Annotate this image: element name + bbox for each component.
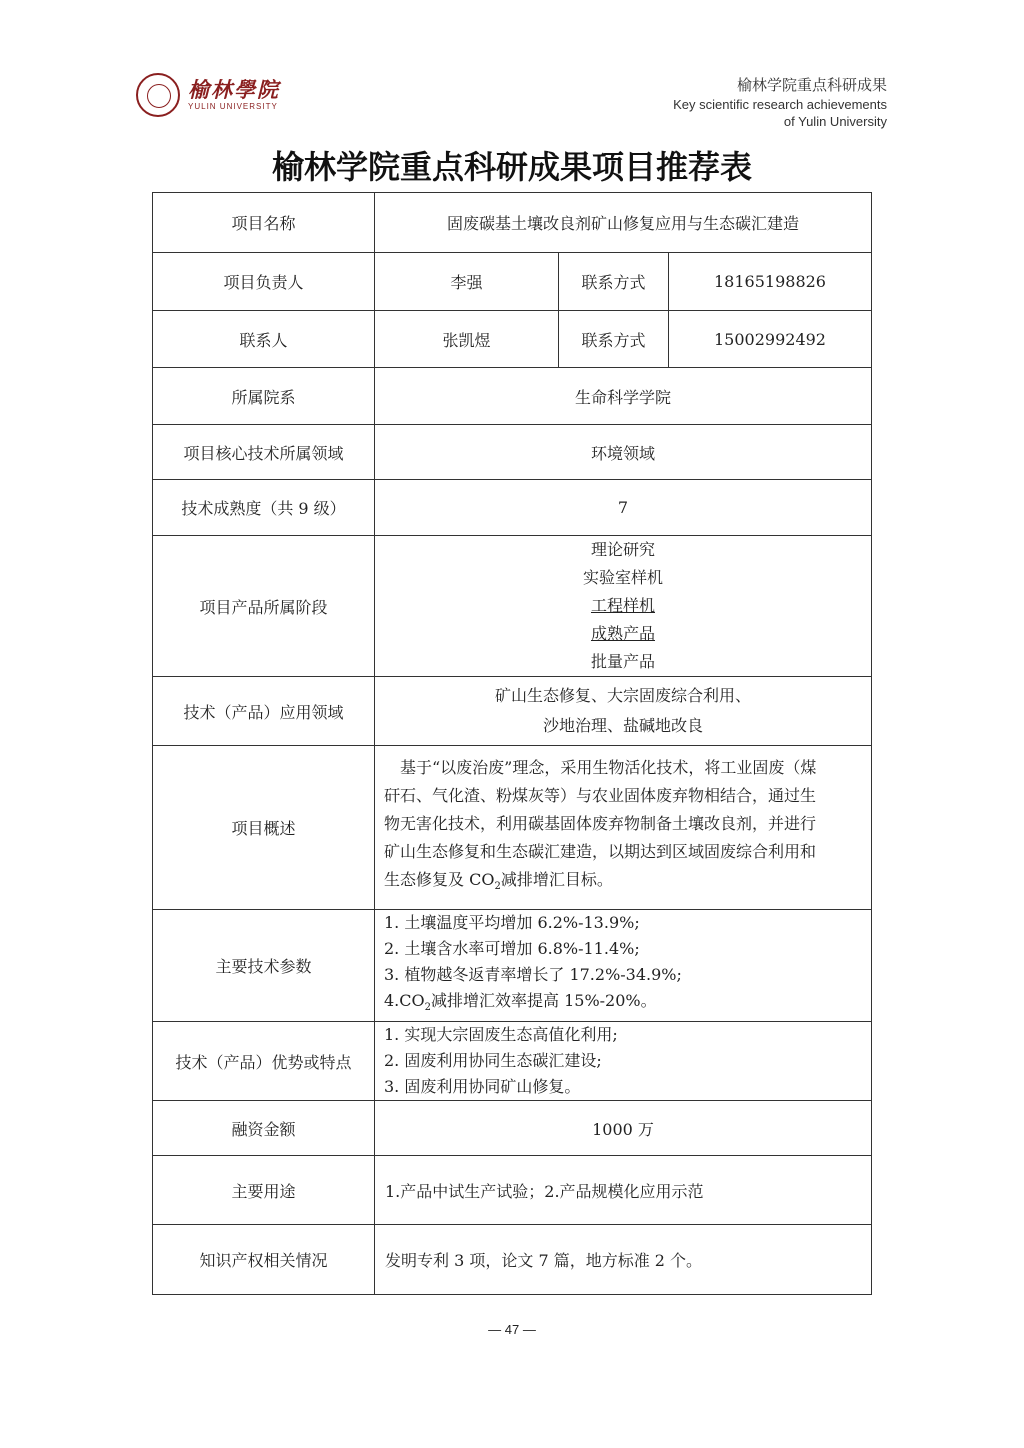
row-ip [153,1225,872,1295]
value-project-leader: 李强 [375,253,559,311]
header-chinese: 榆林学院重点科研成果 [736,77,887,94]
row-maturity [153,480,872,536]
label-leader-contact: 联系方式 [559,253,669,311]
row-project-name [153,193,872,253]
application-line-1: 矿山生态修复、大宗固废综合利用、 [494,686,751,705]
value-contact-person: 张凯煜 [375,311,559,368]
value-leader-contact: 18165198826 [669,253,872,311]
label-ip: 知识产权相关情况 [153,1225,375,1295]
overview-line: 矸石、气化渣、粉煤灰等）与农业固体废弃物相结合，通过生 [384,786,817,805]
value-project-name: 固废碳基土壤改良剂矿山修复应用与生态碳汇建造 [375,193,872,253]
row-tech-params [153,910,872,1022]
document-title: 榆林学院重点科研成果项目推荐表 [271,148,752,186]
advantage-item: 3. 固废利用协同矿山修复。 [384,1077,581,1097]
value-application-field [375,677,872,746]
value-advantages [375,1022,872,1101]
label-project-leader: 项目负责人 [153,253,375,311]
label-funding: 融资金额 [153,1101,375,1156]
overview-line: 物无害化技术，利用碳基固体废弃物制备土壤改良剂，并进行 [384,814,817,833]
stage-item: 实验室样机 [582,568,663,587]
row-main-use [153,1156,872,1225]
label-advantages: 技术（产品）优势或特点 [153,1022,375,1101]
stage-item-underlined: 成熟产品 [590,624,655,643]
value-product-stages [375,536,872,677]
overview-line: 生态修复及 $CO_2$减排增汇目标。 [384,870,613,893]
value-contact-phone: 15002992492 [669,311,872,368]
param-item: 2. 土壤含水率可增加 6.8%-11.4%; [384,939,640,959]
row-department [153,368,872,425]
label-product-stage: 项目产品所属阶段 [153,536,375,677]
advantage-item: 2. 固废利用协同生态碳汇建设; [384,1051,602,1071]
label-contact-person: 联系人 [153,311,375,368]
recommendation-form-table [152,192,872,1295]
row-application-field [153,677,872,746]
param-item: $4.CO_2$减排增汇效率提高 15%-20%。 [384,991,657,1014]
value-overview [375,746,872,910]
university-seal-icon [136,73,180,117]
page-header [673,76,887,130]
row-advantages [153,1022,872,1101]
advantage-item: 1. 实现大宗固废生态高值化利用; [384,1025,618,1045]
label-maturity: 技术成熟度（共 9 级） [153,480,375,536]
stage-item-underlined: 工程样机 [590,596,655,615]
logo-english-name: YULIN UNIVERSITY [188,102,278,111]
param-item: 1. 土壤温度平均增加 6.2%-13.9%; [384,913,640,933]
university-logo [136,72,288,118]
application-line-2: 沙地治理、盐碱地改良 [542,716,703,735]
value-main-use: 1.产品中试生产试验；2.产品规模化应用示范 [375,1156,872,1225]
label-project-name: 项目名称 [153,193,375,253]
value-tech-params [375,910,872,1022]
value-maturity: 7 [375,480,872,536]
overview-line: 基于“以废治废”理念，采用生物活化技术，将工业固废（煤 [400,758,817,777]
row-product-stage [153,536,872,677]
page-number: — 47 — [488,1322,536,1337]
label-overview: 项目概述 [153,746,375,910]
param-item: 3. 植物越冬返青率增长了 17.2%-34.9%; [384,965,682,985]
row-project-leader [153,253,872,311]
overview-line: 矿山生态修复和生态碳汇建造，以期达到区域固废综合利用和 [384,842,817,861]
value-tech-field: 环境领域 [375,425,872,480]
label-contact-phone: 联系方式 [559,311,669,368]
value-department: 生命科学学院 [375,368,872,425]
value-funding: 1000 万 [375,1101,872,1156]
header-english-line2: of Yulin University [783,114,887,129]
header-english-line1: Key scientific research achievements [673,97,887,112]
row-overview [153,746,872,910]
value-ip: 发明专利 3 项，论文 7 篇，地方标准 2 个。 [375,1225,872,1295]
row-contact-person [153,311,872,368]
label-department: 所属院系 [153,368,375,425]
stage-item: 批量产品 [590,652,655,671]
label-tech-params: 主要技术参数 [153,910,375,1022]
label-main-use: 主要用途 [153,1156,375,1225]
logo-chinese-name: 榆林學院 [188,77,280,102]
row-tech-field [153,425,872,480]
row-funding [153,1101,872,1156]
stage-item: 理论研究 [590,540,655,559]
label-application-field: 技术（产品）应用领域 [153,677,375,746]
label-tech-field: 项目核心技术所属领域 [153,425,375,480]
